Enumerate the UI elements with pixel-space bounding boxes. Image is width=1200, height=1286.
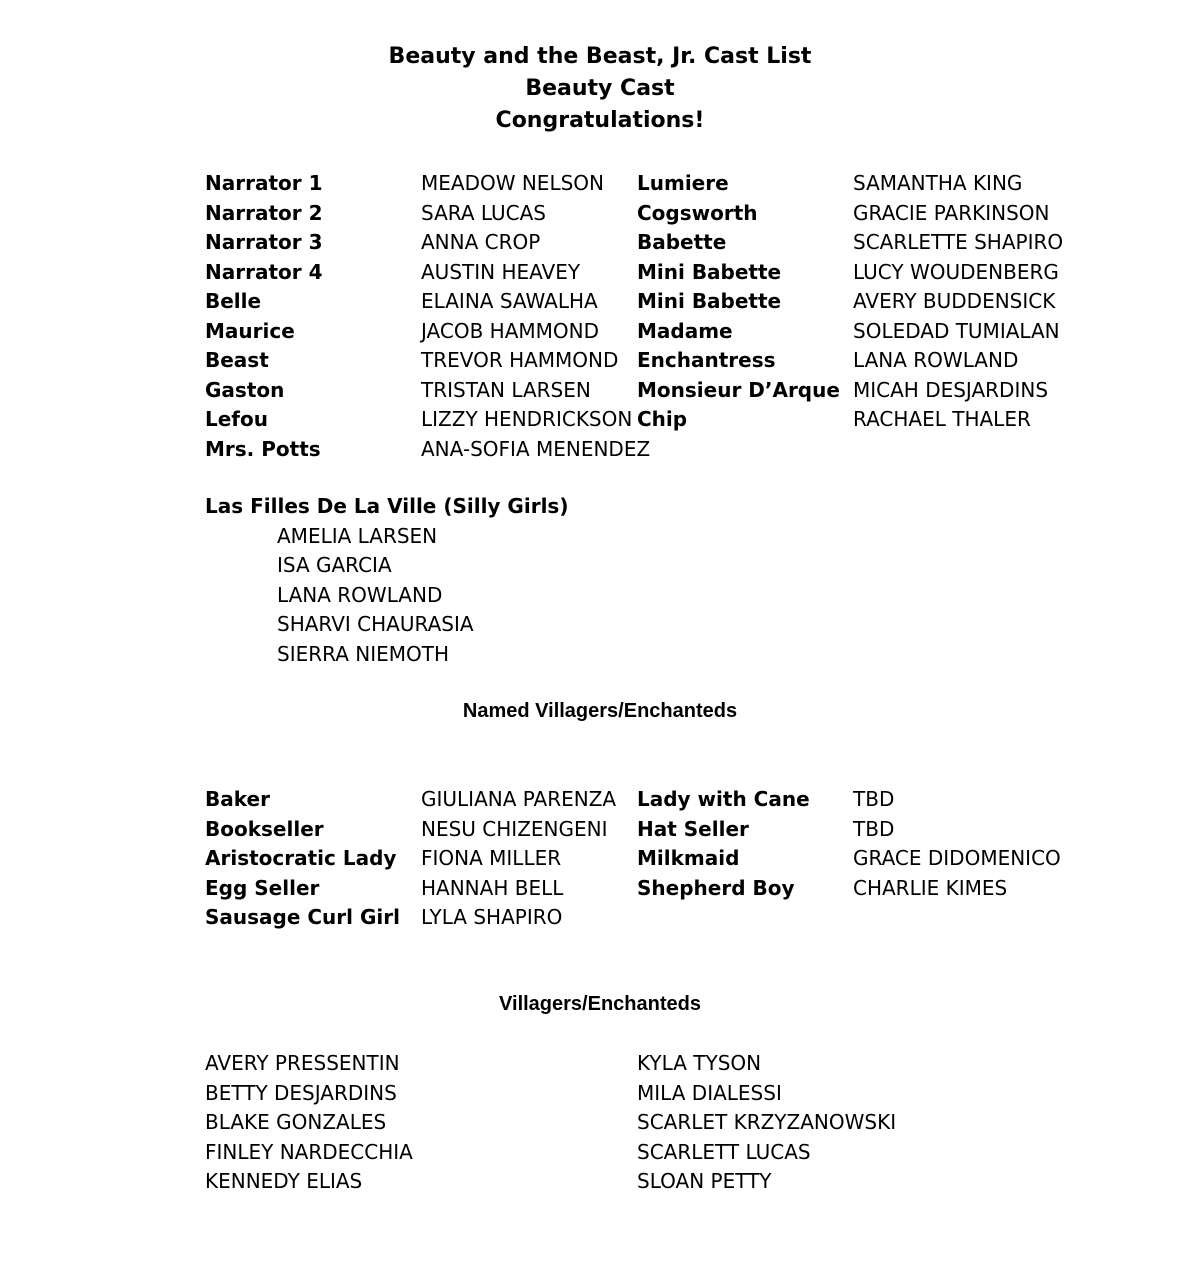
role-name: Shepherd Boy: [637, 875, 795, 900]
villager-name: SLOAN PETTY: [637, 1169, 772, 1193]
role-name: Mini Babette: [637, 259, 782, 284]
villager-name: AVERY PRESSENTIN: [205, 1051, 400, 1075]
role-name: Maurice: [205, 318, 295, 343]
role-name: Gaston: [205, 377, 285, 402]
actor-name: SARA LUCAS: [421, 200, 546, 225]
role-name: Lumiere: [637, 171, 729, 195]
role-name: Belle: [205, 289, 262, 313]
actor-name: LANA ROWLAND: [853, 348, 1019, 372]
silly-girl-name: LANA ROWLAND: [277, 582, 443, 607]
silly-girls-section: [205, 492, 568, 669]
actor-name: LIZZY HENDRICKSON: [421, 407, 633, 431]
villager-name: SCARLET KRZYZANOWSKI: [637, 1110, 897, 1134]
role-name: Narrator 1: [205, 171, 323, 195]
role-name: Beast: [205, 348, 269, 372]
role-name: Hat Seller: [637, 816, 749, 841]
actor-name: SAMANTHA KING: [853, 171, 1023, 195]
villager-name: KENNEDY ELIAS: [205, 1169, 363, 1193]
villagers-right-column: [637, 1049, 896, 1197]
silly-girl-name: AMELIA LARSEN: [277, 523, 438, 548]
role-name: Narrator 2: [205, 200, 323, 225]
congratulations-text: Congratulations!: [495, 108, 705, 133]
document-title: Beauty and the Beast, Jr. Cast List: [388, 44, 812, 69]
actor-name: RACHAEL THALER: [853, 407, 1031, 431]
silly-girls-list: [205, 522, 568, 670]
actor-name: SOLEDAD TUMIALAN: [853, 318, 1060, 343]
actor-name: AVERY BUDDENSICK: [853, 289, 1056, 313]
role-name: Egg Seller: [205, 875, 320, 900]
actor-name: CHARLIE KIMES: [853, 875, 1008, 900]
role-name: Sausage Curl Girl: [205, 905, 400, 929]
actor-name: ELAINA SAWALHA: [421, 289, 598, 313]
role-name: Bookseller: [205, 816, 324, 841]
role-name: Aristocratic Lady: [205, 846, 397, 870]
role-name: Monsieur D’Arque: [637, 377, 840, 402]
role-name: Lady with Cane: [637, 787, 810, 811]
actor-name: JACOB HAMMOND: [421, 318, 599, 343]
actor-name: AUSTIN HEAVEY: [421, 259, 581, 284]
role-name: Baker: [205, 787, 270, 811]
role-name: Milkmaid: [637, 846, 740, 870]
silly-girl-name: SHARVI CHAURASIA: [277, 612, 474, 636]
actor-name: GIULIANA PARENZA: [421, 787, 617, 811]
silly-girl-name: ISA GARCIA: [277, 553, 392, 577]
villager-name: SCARLETT LUCAS: [637, 1139, 811, 1164]
villager-name: FINLEY NARDECCHIA: [205, 1139, 413, 1164]
villager-name: BETTY DESJARDINS: [205, 1080, 397, 1105]
role-name: Cogsworth: [637, 200, 758, 225]
actor-name: LUCY WOUDENBERG: [853, 259, 1059, 284]
role-name: Babette: [637, 230, 727, 254]
role-name: Enchantress: [637, 348, 776, 372]
actor-name: LYLA SHAPIRO: [421, 905, 563, 929]
role-name: Lefou: [205, 407, 268, 431]
actor-name: NESU CHIZENGENI: [421, 816, 608, 841]
actor-name: TBD: [853, 787, 895, 811]
actor-name: TBD: [853, 816, 895, 841]
named-villagers-heading: Named Villagers/Enchanteds: [462, 700, 738, 722]
actor-name: MEADOW NELSON: [421, 171, 604, 195]
role-name: Narrator 3: [205, 230, 323, 254]
actor-name: SCARLETTE SHAPIRO: [853, 230, 1064, 254]
actor-name: HANNAH BELL: [421, 875, 564, 900]
villager-name: KYLA TYSON: [637, 1051, 762, 1075]
actor-name: TRISTAN LARSEN: [421, 377, 591, 402]
actor-name: TREVOR HAMMOND: [421, 348, 619, 372]
actor-name: FIONA MILLER: [421, 846, 562, 870]
actor-name: GRACIE PARKINSON: [853, 200, 1050, 225]
actor-name: MICAH DESJARDINS: [853, 377, 1049, 402]
role-name: Chip: [637, 407, 688, 431]
villager-name: MILA DIALESSI: [637, 1080, 782, 1105]
silly-girl-name: SIERRA NIEMOTH: [277, 641, 450, 666]
actor-name: GRACE DIDOMENICO: [853, 846, 1061, 870]
role-name: Narrator 4: [205, 259, 323, 284]
villagers-left-column: [205, 1049, 413, 1197]
actor-name: ANA-SOFIA MENENDEZ: [421, 436, 651, 461]
actor-name: ANNA CROP: [421, 230, 541, 254]
silly-girls-heading: Las Filles De La Ville (Silly Girls): [205, 494, 569, 518]
role-name: Mrs. Potts: [205, 436, 321, 461]
cast-name: Beauty Cast: [525, 76, 675, 101]
villagers-heading: Villagers/Enchanteds: [499, 993, 701, 1015]
document-header: [0, 41, 1200, 137]
villager-name: BLAKE GONZALES: [205, 1110, 387, 1134]
role-name: Madame: [637, 318, 733, 343]
role-name: Mini Babette: [637, 289, 782, 313]
